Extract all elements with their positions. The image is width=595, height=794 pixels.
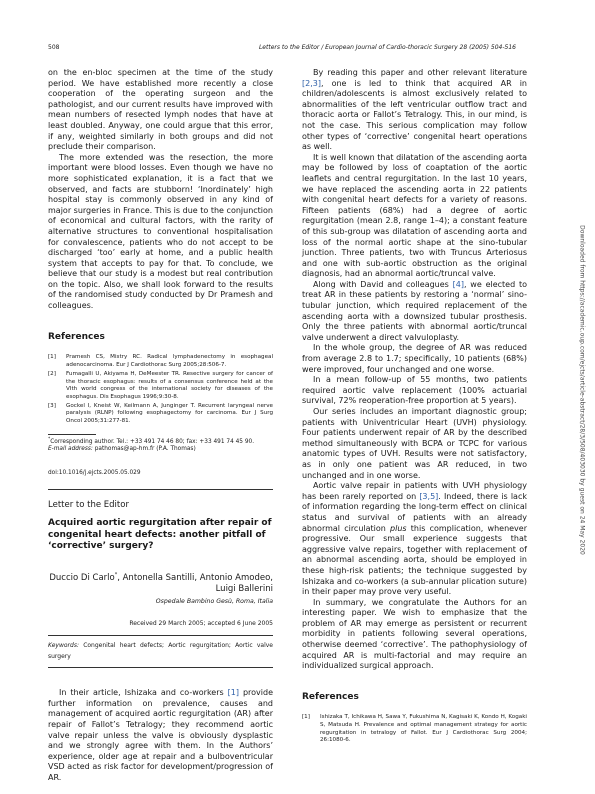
reference-text: Gockel I, Kneist W, Keilmann A, Junginger T. Recurrent laryngeal nerve paralysis (RLNP) following esophagectomy for carcinoma. Eur J Surg Oncol 2005;31:277-81.: [66, 402, 273, 424]
body-paragraph: It is well known that dilatation of the ascending aorta may be followed by loss of coaptation of the aortic leaflets and central regurgitation. In the last 10 years, we have replaced the ascending aorta in 22 patients with congenital heart defects for a variety of reasons. Fifteen patients (68%) had a degree of aortic regurgitation (mean 2.8, range 1–4); a constant feature of this sub-group was dilatation of ascending aorta and loss of the normal aortic shape at the sino-tubular junction. Three patients, two with Truncus Arteriosus and one with sub-aortic obstruction as the original diagnosis, had an abnormal aortic/truncal valve.: [302, 152, 527, 279]
author-marker: *: [114, 572, 118, 579]
body-paragraph: In their article, Ishizaka and co-workers [1] provide further information on prevalence, causes and management of acquired aortic regurgitation (AR) after repair of Fallot’s Tetralogy; they recommend aortic valve repair unless the valve is obviously dysplastic and we strongly agree with them. In the Authors’ experience, older age at repair and a bulboventricular VSD acted as risk factor for development/progression of AR.: [48, 688, 273, 782]
reference-number: [3]: [48, 402, 56, 409]
author-name: Duccio Di Carlo: [49, 572, 115, 583]
reference-number: [1]: [302, 714, 310, 721]
footnote-rule: [48, 434, 96, 435]
keywords-rule: [48, 667, 273, 668]
footnote-email[interactable]: pathomas@ap-hm.fr (P.A. Thomas): [94, 446, 196, 453]
body-paragraph: In the whole group, the degree of AR was reduced from average 2.8 to 1.7; specifically, 10 patients (68%) were improved, four unchanged and one worse.: [302, 343, 527, 374]
reference-item: [48, 354, 273, 369]
citation-link[interactable]: [2,3]: [302, 78, 321, 88]
page-header: [48, 44, 516, 54]
received-date: Received 29 March 2005; accepted 6 June 2005: [129, 620, 273, 628]
body-paragraph: Our series includes an important diagnostic group; patients with Univentricular Heart (UVH) physiology. Four patients underwent repair of AR by the described method simultaneously with BCPA or TCPC for various anatomic types of UVH. Results were not satisfactory, as in only one patient was AR reduced, in two unchanged and in one worse.: [302, 407, 527, 480]
letter-title: Acquired aortic regurgitation after repair of congenital heart defects: another pitfall of ‘corrective’ surgery?: [48, 518, 272, 552]
references-list: [302, 714, 527, 744]
keywords-label: Keywords:: [48, 642, 79, 650]
footnote-email-label: E-mail address:: [48, 446, 93, 453]
page-number: 508: [48, 44, 60, 51]
author-list: , Antonella Santilli, Antonio Amodeo,: [117, 572, 273, 583]
section-label: Letter to the Editor: [48, 499, 129, 510]
download-watermark: [577, 210, 587, 570]
reference-number: [1]: [48, 354, 56, 361]
emphasis: plus: [390, 523, 407, 533]
keywords: [48, 641, 273, 662]
references-heading: References: [302, 691, 359, 702]
body-paragraph: In a mean follow-up of 55 months, two patients required aortic valve replacement (100% actuarial survival, 72% reoperation-free proportion at 5 years).: [302, 375, 527, 406]
keywords-rule: [48, 635, 273, 636]
body-paragraph: Along with David and colleagues [4], we elected to treat AR in these patients by restoring a ‘normal’ sino-tubular junction, which required replacement of the ascending aorta with a downsized tubular prosthesis. Only the three patients with abnormal aortic/truncal valve underwent a direct valvuloplasty.: [302, 279, 527, 342]
left-column: [48, 68, 273, 784]
footnote-contact: Corresponding author. Tel.: +33 491 74 46 80; fax: +33 491 74 45 90.: [50, 438, 255, 445]
reference-text: Pramesh CS, Mistry RC. Radical lymphadenectomy in esophageal adenocarcinoma. Eur J Cardiothorac Surg 2005;28:506-7.: [66, 354, 273, 368]
reference-item: [48, 371, 273, 401]
footnote-marker: *: [48, 436, 51, 442]
body-paragraph: In summary, we congratulate the Authors for an interesting paper. We wish to emphasize that the problem of AR may emerge as persistent or recurrent morbidity in patients following several operations, otherwise deemed ‘corrective’. The pathophysiology of acquired AR is multi-factorial and may require an individualized surgical approach.: [302, 597, 527, 671]
body-paragraph: The more extended was the resection, the more important were blood losses. Even though we have no more sophisticated explanation, it is a fact that we observed, and facts are stubborn! ‘Inordinately’ high hospital stay is commonly observed in any kind of major surgeries in France. This is due to the conjunction of economical and cultural factors, with the rarity of alternative structures to conventional hospitalisation for convalescence, patients who do not accept to be discharged ‘too’ early at home, and a public health system that accepts to pay for that. To conclude, we believe that our study is a modest but real contribution on the topic. Also, we shall look forward to the results of the randomised study conducted by Dr Pramesh and colleagues.: [48, 152, 273, 311]
references-list: [48, 354, 273, 425]
citation-link[interactable]: [4]: [452, 279, 464, 289]
authors: [48, 573, 273, 596]
reference-number: [2]: [48, 370, 56, 377]
footnote: [48, 436, 273, 455]
author-name: Luigi Ballerini: [215, 584, 273, 595]
running-title: Letters to the Editor / European Journal of Cardio-thoracic Surgery 28 (2005) 504-516: [258, 44, 516, 51]
affiliation: Ospedale Bambino Gesù, Roma, Italia: [155, 597, 273, 605]
reference-item: [302, 714, 527, 744]
references-heading: References: [48, 331, 105, 342]
right-column: [302, 68, 527, 746]
reference-text: Ishizaka T, Ichikawa H, Sawa Y, Fukushima N, Kagisaki K, Kondo H, Kogaki S, Matsuda H. Prevalence and optimal management strategy for aortic regurgitation in tetralogy of Fallot. Eur J Cardiothorac Surg 2004; 26:1080-6.: [320, 714, 527, 744]
citation-link[interactable]: [3,5]: [419, 491, 439, 501]
keywords-text: Congenital heart defects; Aortic regurgitation; Aortic valve surgery: [48, 642, 273, 660]
body-paragraph: Aortic valve repair in patients with UVH physiology has been rarely reported on [3,5]. Indeed, there is lack of information regarding the long-term effect on clinical status and survival of patients with an already abnormal circulation plus this complication, whenever progressive. Our small experience suggests that aggressive valve repairs, together with replacement of an abnormal ascending aorta, should be employed in these high-risk patients; the technique suggested by Ishizaka and co-workers (a sub-annular plication suture) in their paper may prove very useful.: [302, 481, 528, 597]
reference-item: [48, 403, 273, 426]
citation-link[interactable]: [1]: [227, 688, 239, 698]
download-notice: Downloaded from https://academic.oup.com/ejcts/article-abstract/28/3/508/403030 by guest on 24 May 2020: [578, 225, 586, 555]
reference-text: Fumagalli U, Akiyama H, DeMeester TR. Resective surgery for cancer of the thoracic esophagus: results of a consensus conference held at the VIth world congress of the international society for diseases of the esophagus. Dis Esophagus 1996;9:30-8.: [66, 370, 273, 400]
body-paragraph: By reading this paper and other relevant literature [2,3], one is led to think that acquired AR in children/adolescents is almost exclusively related to abnormalities of the left ventricular outflow tract and thoracic aorta or Fallot’s Tetralogy. This, in our mind, is not the case. This serious complication may follow other types of ‘corrective’ congenital heart operations as well.: [302, 68, 527, 152]
body-paragraph: on the en-bloc specimen at the time of the study period. We have established more recently a close cooperation of the operating surgeon and the pathologist, and our current results have improved with mean numbers of resected lymph nodes that have at least doubled. Anyway, one could argue that this error, if any, weighted similarly in both groups and did not preclude their comparison.: [48, 68, 273, 152]
section-divider: [48, 489, 273, 490]
doi[interactable]: doi:10.1016/j.ejcts.2005.05.029: [48, 470, 141, 477]
